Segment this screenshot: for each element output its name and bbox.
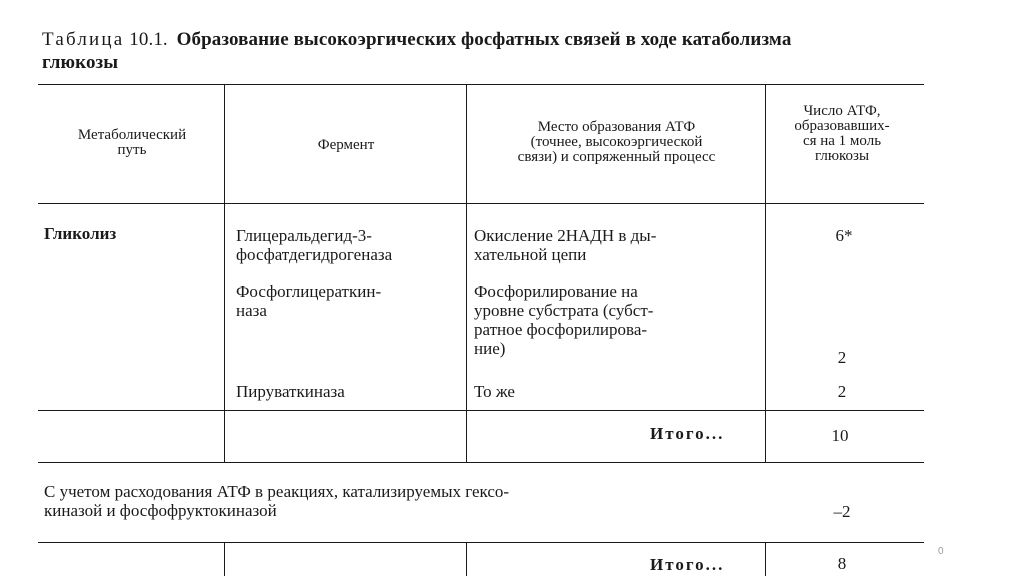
col-divider-2-bottom (466, 542, 467, 576)
table-top-rule (38, 84, 924, 85)
header-atp-line1: Число АТФ, (803, 103, 881, 119)
enzyme-gapdh-line2: фосфатдегидрогеназа (236, 245, 393, 264)
col-divider-3-bottom (765, 542, 766, 576)
place-row2-line1: Фосфорилирование на (474, 282, 638, 301)
correction-line1: С учетом расходования АТФ в реакциях, катализируемых гексо- (44, 482, 510, 501)
place-row2-line2: уровне субстрата (субст- (474, 301, 654, 320)
place-row3: То же (474, 382, 515, 401)
header-place-line3: связи) и сопряженный процесс (517, 149, 716, 165)
total1-label: Итого... (650, 424, 725, 443)
caption-title-line1: Образование высокоэргических фосфатных связей в ходе катаболизма (176, 29, 792, 50)
enzyme-pgk (236, 282, 381, 320)
header-pathway (40, 128, 224, 158)
place-row1 (474, 226, 656, 264)
enzyme-gapdh (236, 226, 392, 264)
place-row2-line3: ратное фосфорилирова- (474, 320, 648, 339)
place-row1-line2: хательной цепи (474, 245, 587, 264)
pathway-glycolysis: Гликолиз (44, 224, 117, 243)
correction-text (44, 482, 509, 520)
col-divider-1-bottom (224, 542, 225, 576)
atp-row1: 6* (835, 226, 853, 245)
correction-value: –2 (833, 502, 851, 521)
header-place-line1: Место образования АТФ (537, 119, 696, 135)
atp-row3: 2 (837, 382, 847, 401)
table-caption (42, 28, 942, 74)
total2-value: 8 (837, 554, 847, 573)
glycolysis-bottom-rule (38, 410, 924, 411)
atp-row2: 2 (837, 348, 847, 367)
place-row2 (474, 282, 653, 358)
page-number: 0 (938, 546, 944, 557)
correction-line2: киназой и фосфофруктокиназой (44, 501, 277, 520)
header-place-line2: (точнее, высокоэргической (530, 134, 703, 150)
header-pathway-line1: Метаболический (77, 127, 187, 143)
caption-number: 10.1. (129, 29, 168, 50)
enzyme-pyruvate-kinase: Пируваткиназа (236, 382, 345, 401)
enzyme-pgk-line2: наза (236, 301, 267, 320)
total2-label: Итого... (650, 555, 725, 574)
place-row2-line4: ние) (474, 339, 506, 358)
col-divider-1-top (224, 84, 225, 462)
enzyme-pgk-line1: Фосфоглицераткин- (236, 282, 382, 301)
header-enzyme (226, 138, 466, 153)
header-pathway-line2: путь (117, 142, 147, 158)
enzyme-gapdh-line1: Глицеральдегид-3- (236, 226, 372, 245)
correction-bottom-rule (38, 542, 924, 543)
header-atp-line2: образовавших- (794, 118, 890, 134)
header-enzyme-text: Фермент (317, 137, 375, 153)
header-place (468, 120, 765, 165)
total1-bottom-rule (38, 462, 924, 463)
header-bottom-rule (38, 203, 924, 204)
caption-title-line2: глюкозы (42, 52, 119, 73)
caption-label: Таблица (42, 29, 125, 50)
header-atp-line4: глюкозы (814, 148, 870, 164)
place-row1-line1: Окисление 2НАДН в ды- (474, 226, 657, 245)
col-divider-2-top (466, 84, 467, 462)
col-divider-3-top (765, 84, 766, 462)
header-atp-count (767, 104, 917, 164)
header-atp-line3: ся на 1 моль (802, 133, 882, 149)
total1-value: 10 (831, 426, 849, 445)
